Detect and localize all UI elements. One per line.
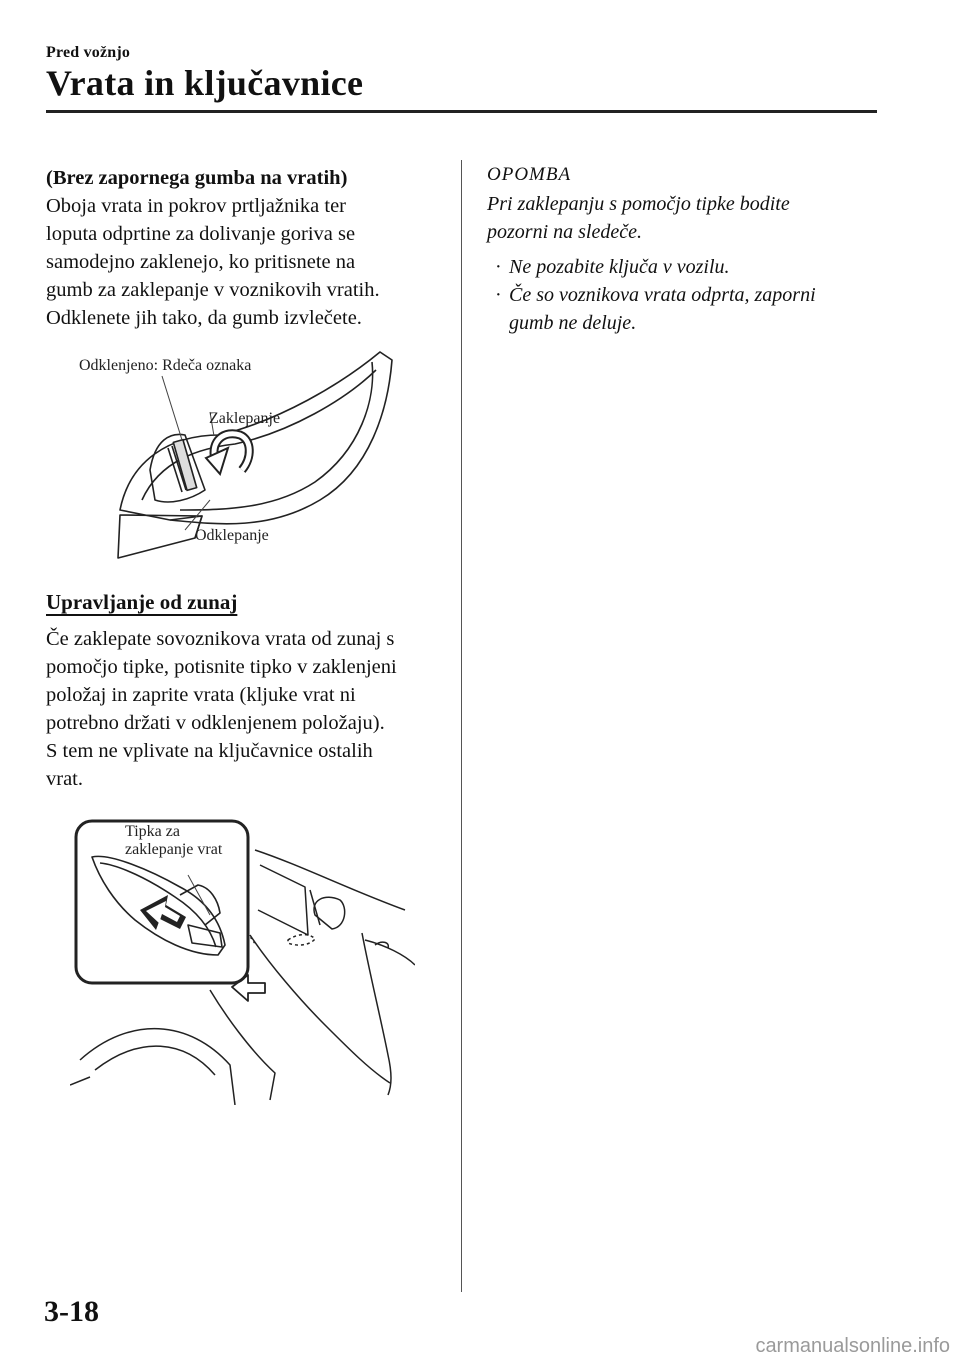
- label-unlocked-red-mark: Odklenjeno: Rdeča oznaka: [79, 357, 252, 374]
- paragraph-1-line: samodejno zaklenejo, ko pritisnete na: [46, 251, 356, 273]
- paragraph-2: [46, 625, 446, 793]
- note-text: [487, 190, 877, 246]
- bullet-dot-icon: ·: [495, 284, 502, 306]
- bullet-dot-icon: ·: [495, 256, 502, 278]
- paragraph-1-line: gumb za zaklepanje v voznikovih vratih.: [46, 279, 380, 301]
- column-divider: [461, 160, 462, 1292]
- door-lock-button-figure: [70, 815, 415, 1105]
- door-lock-knob-figure: [79, 340, 410, 570]
- note-bullets: [489, 253, 879, 337]
- paragraph-1-line: Oboja vrata in pokrov prtljažnika ter: [46, 195, 346, 217]
- car-door-illustration: [70, 815, 415, 1105]
- page-title: Vrata in ključavnice: [46, 63, 364, 103]
- note-line: pozorni na sledeče.: [487, 221, 642, 243]
- section-heading: Upravljanje od zunaj: [46, 590, 238, 614]
- paragraph-2-line: pomočjo tipke, potisnite tipko v zaklenjeni: [46, 656, 397, 678]
- label-unlock: Odklepanje: [195, 527, 269, 544]
- watermark: carmanualsonline.info: [755, 1335, 950, 1357]
- label-door-lock-button: Tipka za zaklepanje vrat: [125, 823, 223, 858]
- label-lock: Zaklepanje: [209, 410, 281, 427]
- bullet-item: · Ne pozabite ključa v vozilu.: [489, 253, 879, 281]
- paragraph-1: [46, 164, 446, 332]
- paragraph-2-line: potrebno držati v odklenjenem položaju).: [46, 712, 385, 734]
- bullet-item: · Če so voznikova vrata odprta, zaporni gumb ne deluje.: [489, 281, 879, 337]
- title-rule: [46, 110, 877, 113]
- paragraph-2-line: Če zaklepate sovoznikova vrata od zunaj s: [46, 628, 395, 650]
- paragraph-1-line: loputa odprtine za dolivanje goriva se: [46, 223, 356, 245]
- paragraph-2-line: položaj in zaprite vrata (kljuke vrat ni: [46, 684, 356, 706]
- page-number: 3-18: [44, 1295, 99, 1328]
- note-line: Pri zaklepanju s pomočjo tipke bodite: [487, 193, 790, 215]
- note-title: OPOMBA: [487, 164, 572, 185]
- paragraph-1-line: Odklenete jih tako, da gumb izvlečete.: [46, 307, 362, 329]
- section-label: Pred vožnjo: [46, 44, 131, 61]
- paragraph-1-heading: (Brez zapornega gumba na vratih): [46, 167, 348, 189]
- paragraph-2-line: vrat.: [46, 768, 83, 790]
- paragraph-2-line: S tem ne vplivate na ključavnice ostalih: [46, 740, 373, 762]
